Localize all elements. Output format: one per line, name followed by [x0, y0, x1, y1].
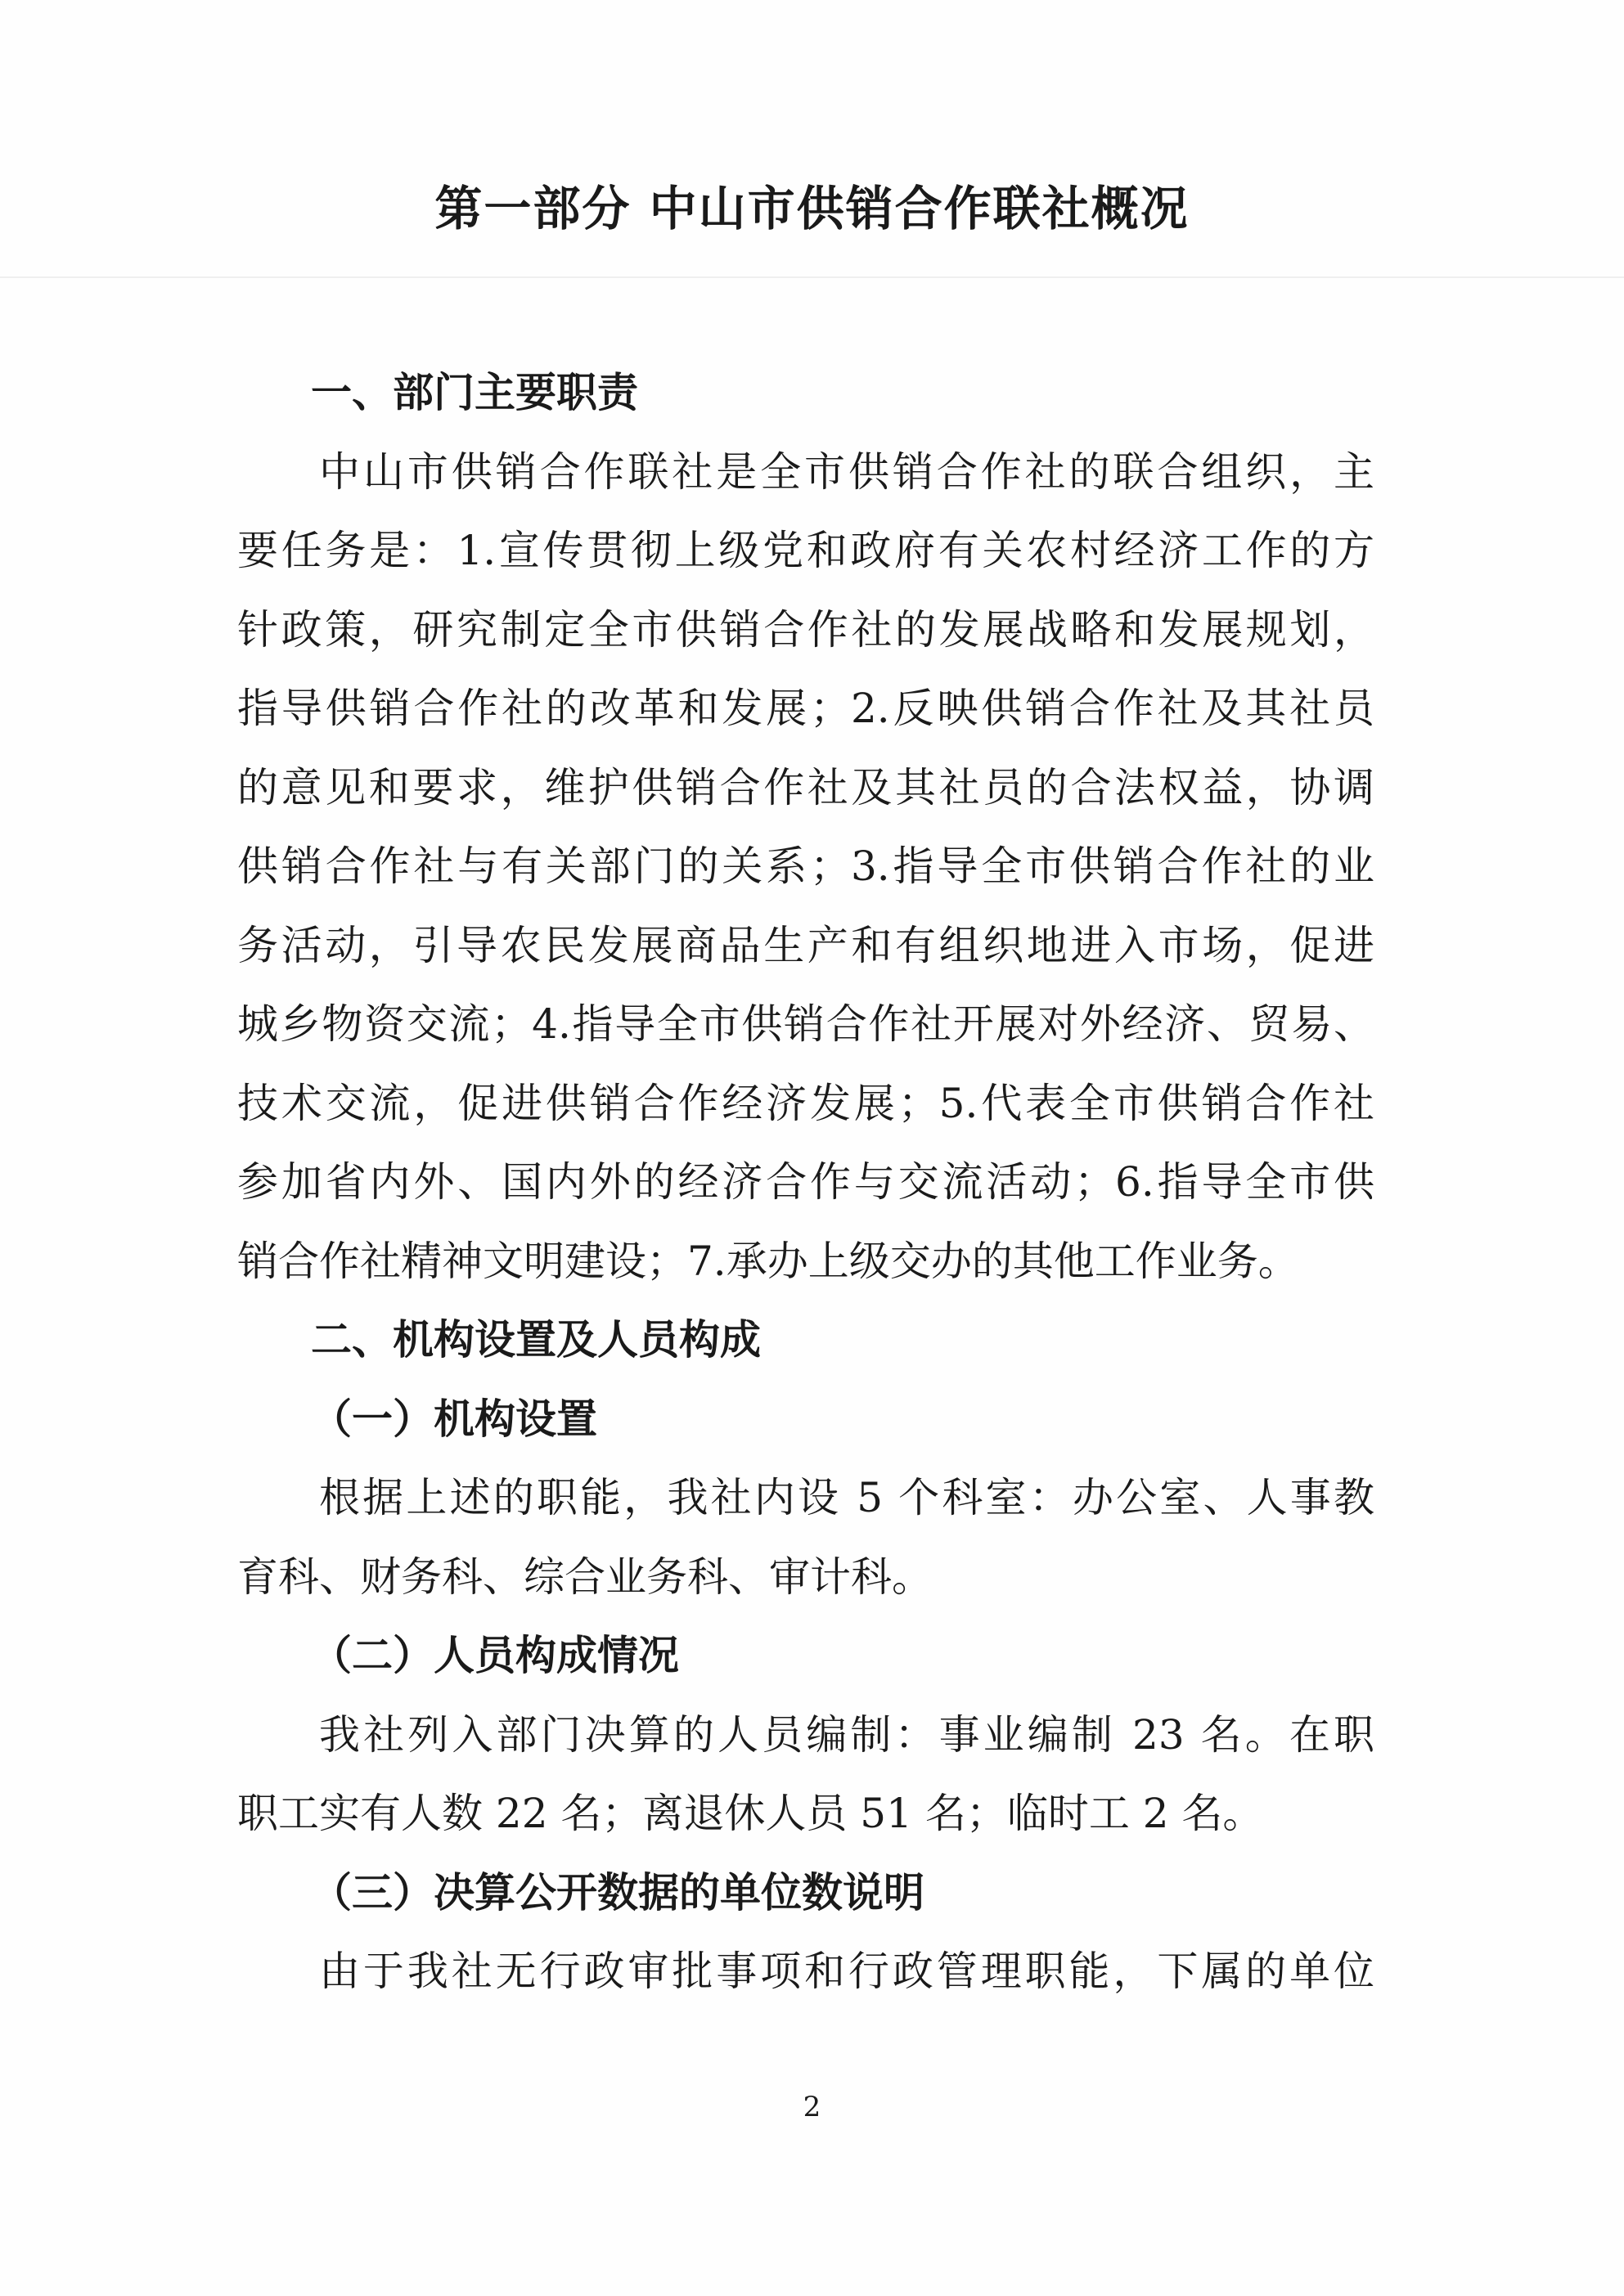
- paragraph-line: 职工实有人数 22 名；离退休人员 51 名；临时工 2 名。: [237, 1790, 1264, 1837]
- subsection-heading-staff: （二）人员构成情况: [311, 1632, 679, 1679]
- paragraph-line: 指导供销合作社的改革和发展；2.反映供销合作社及其社员: [237, 685, 1374, 732]
- section-heading-duties: 一、部门主要职责: [311, 369, 638, 416]
- paragraph-line: 我社列入部门决算的人员编制：事业编制 23 名。在职: [319, 1710, 1374, 1759]
- document-body: [237, 353, 1374, 2011]
- paragraph-line: 育科、财务科、综合业务科、审计科。: [237, 1552, 933, 1601]
- paragraph-line: 的意见和要求，维护供销合作社及其社员的合法权益，协调: [237, 763, 1374, 811]
- page-number: 2: [803, 2091, 821, 2123]
- section-heading-organization: 二、机构设置及人员构成: [311, 1316, 761, 1364]
- subsection-heading-structure: （一）机构设置: [311, 1395, 597, 1443]
- paragraph-line: 根据上述的职能，我社内设 5 个科室：办公室、人事教: [319, 1474, 1374, 1521]
- paragraph-line: 务活动，引导农民发展商品生产和有组织地进入市场，促进: [237, 921, 1374, 969]
- paragraph-line: 要任务是：1.宣传贯彻上级党和政府有关农村经济工作的方: [237, 527, 1374, 574]
- subsection-heading-unit-count: （三）决算公开数据的单位数说明: [311, 1868, 924, 1916]
- page-title: 第一部分 中山市供销合作联社概况: [434, 181, 1190, 236]
- paragraph-line: 技术交流，促进供销合作经济发展；5.代表全市供销合作社: [237, 1079, 1374, 1127]
- paragraph-line: 供销合作社与有关部门的关系；3.指导全市供销合作社的业: [237, 842, 1374, 890]
- scan-divider: [0, 276, 1624, 278]
- paragraph-line: 参加省内外、国内外的经济合作与交流活动；6.指导全市供: [237, 1158, 1374, 1206]
- paragraph-line: 针政策，研究制定全市供销合作社的发展战略和发展规划，: [237, 605, 1374, 654]
- paragraph-line: 销合作社精神文明建设；7.承办上级交办的其他工作业务。: [237, 1237, 1299, 1285]
- paragraph-line: 中山市供销合作联社是全市供销合作社的联合组织，主: [319, 447, 1374, 496]
- paragraph-line: 由于我社无行政审批事项和行政管理职能，下属的单位: [319, 1948, 1374, 1995]
- paragraph-line: 城乡物资交流；4.指导全市供销合作社开展对外经济、贸易、: [237, 1000, 1374, 1048]
